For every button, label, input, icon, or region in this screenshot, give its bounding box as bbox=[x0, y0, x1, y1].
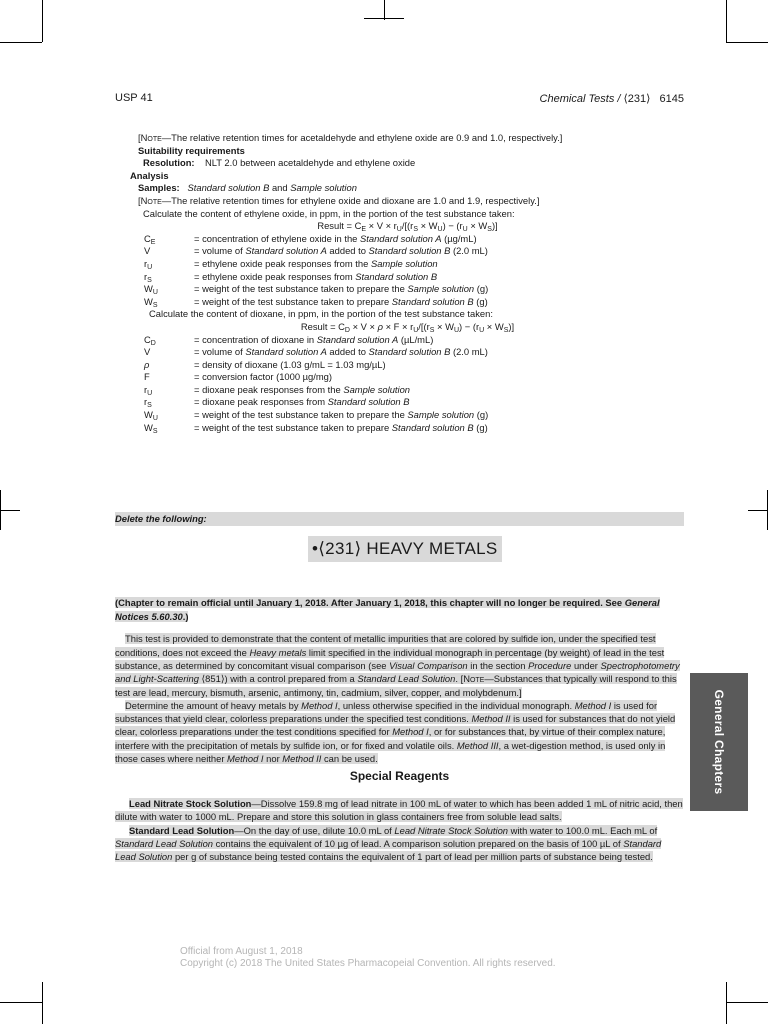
calc-dioxane: Calculate the content of dioxane, in ppm, in the portion of the test substance taken: bbox=[149, 308, 493, 320]
running-header-left: USP 41 bbox=[115, 92, 153, 104]
definition-symbol: $W_S$ bbox=[144, 421, 158, 435]
analysis-heading: Analysis bbox=[130, 169, 169, 181]
samples-line: Samples: Standard solution B and Sample solution bbox=[138, 182, 357, 194]
crop-mark bbox=[726, 42, 768, 43]
crop-mark bbox=[726, 1002, 768, 1003]
definition-row bbox=[144, 422, 488, 435]
paragraph-lead-nitrate: Lead Nitrate Stock Solution—Dissolve 159.8 mg of lead nitrate in 100 mL of water to which has been added 1 mL of nitric acid, then dilute with water to 1000 mL. Prepare and store this solution in glass containers free from soluble lead salts. bbox=[115, 798, 683, 823]
paragraph-intro: This test is provided to demonstrate that the content of metallic impurities that are colored by sulfide ion, under the specified test conditions, does not exceed the Heavy metals limit specified in the individual monograph in percentage (by weight) of lead in the test substance, as determined by concomitant visual comparison (see Visual Comparison in the section Procedure under Spectrophotometry and Light-Scattering ⟨851⟩) with a control prepared from a Standard Lead Solution. [Note—Substances that typically will respond to this test are lead, mercury, bismuth, arsenic, antimony, tin, cadmium, silver, copper, and molybdenum.] bbox=[115, 633, 680, 698]
definition-symbol: $r_S$ bbox=[144, 270, 152, 284]
subheading-special-reagents: Special Reagents bbox=[349, 769, 450, 783]
definition-text: = weight of the test substance taken to prepare Standard solution B (g) bbox=[194, 295, 488, 307]
definition-symbol: $C_D$ bbox=[144, 333, 156, 347]
header-section: ⟨231⟩ bbox=[623, 93, 651, 105]
definition-text: = ethylene oxide peak responses from Standard solution B bbox=[194, 270, 438, 282]
definition-symbol: $W_S$ bbox=[144, 295, 158, 309]
chapter-note: (Chapter to remain official until January 1, 2018. After January 1, 2018, this chapter will no longer be required. See General Notices 5.60.30.) bbox=[115, 597, 660, 622]
side-tab-label: General Chapters bbox=[712, 689, 726, 795]
crop-mark bbox=[748, 510, 768, 511]
definition-row bbox=[144, 296, 488, 309]
definition-row bbox=[144, 245, 488, 258]
suitability-heading: Suitability requirements bbox=[138, 144, 245, 156]
crop-mark bbox=[0, 510, 20, 511]
definition-row bbox=[144, 283, 488, 296]
definition-row bbox=[144, 396, 488, 409]
upper-section bbox=[130, 132, 685, 434]
definition-text: = weight of the test substance taken to prepare the Sample solution (g) bbox=[194, 409, 489, 421]
crop-mark bbox=[726, 982, 727, 1024]
definition-row bbox=[144, 384, 488, 397]
crop-mark bbox=[384, 0, 385, 20]
definition-row bbox=[144, 334, 488, 347]
formula-ethylene-oxide: Result = $C_E \times V \times r_U/[(r_S \times W_U) - (r_U \times W_S)]$ bbox=[317, 220, 498, 234]
crop-mark bbox=[0, 1002, 42, 1003]
definition-text: = concentration of ethylene oxide in the Standard solution A (µg/mL) bbox=[194, 232, 477, 244]
definition-row bbox=[144, 271, 488, 284]
definition-row bbox=[144, 371, 488, 384]
definition-text: = dioxane peak responses from Standard solution B bbox=[194, 396, 410, 408]
delete-instruction: Delete the following: bbox=[115, 512, 684, 526]
crop-mark bbox=[0, 490, 1, 530]
definition-text: = volume of Standard solution A added to Standard solution B (2.0 mL) bbox=[194, 346, 488, 358]
running-header-right bbox=[540, 92, 684, 105]
definition-symbol: $r_U$ bbox=[144, 257, 153, 271]
definition-row bbox=[144, 359, 488, 372]
page-number: 6145 bbox=[659, 93, 684, 105]
definition-symbol: ρ bbox=[144, 358, 150, 370]
note-dioxane: [Note—The relative retention times for ethylene oxide and dioxane are 1.0 and 1.9, respectively.] bbox=[138, 194, 540, 206]
definition-symbol: V bbox=[144, 346, 151, 358]
definition-row bbox=[144, 258, 488, 271]
definition-text: = conversion factor (1000 µg/mg) bbox=[194, 371, 333, 383]
definition-symbol: F bbox=[144, 371, 150, 383]
definition-row bbox=[144, 233, 488, 246]
footer-official-date: Official from August 1, 2018 bbox=[180, 946, 303, 957]
definition-text: = volume of Standard solution A added to Standard solution B (2.0 mL) bbox=[194, 245, 488, 257]
calc-ethylene-oxide: Calculate the content of ethylene oxide, in ppm, in the portion of the test substance taken: bbox=[143, 207, 515, 219]
paragraph-methods: Determine the amount of heavy metals by Method I, unless otherwise specified in the individual monograph. Method I is used for substances that yield clear, colorless preparations under the specified test conditions. Method II is used for substances that do not yield clear, colorless preparations under the test conditions specified for Method I, or for substances that, by virtue of their complex nature, interfere with the precipitation of metals by sulfide ion, or for fixed and volatile oils. Method III, a wet-digestion method, is used only in those cases where neither Method I nor Method II can be used. bbox=[115, 699, 676, 765]
footer-watermark bbox=[180, 946, 556, 970]
definition-text: = weight of the test substance taken to prepare the Sample solution (g) bbox=[194, 283, 489, 295]
reagents-body bbox=[115, 797, 684, 863]
definition-text: = ethylene oxide peak responses from the Sample solution bbox=[194, 257, 438, 269]
definition-row bbox=[144, 346, 488, 359]
crop-mark bbox=[42, 0, 43, 42]
footer-copyright: Copyright (c) 2018 The United States Pharmacopeial Convention. All rights reserved. bbox=[180, 958, 556, 969]
definition-symbol: $C_E$ bbox=[144, 232, 156, 246]
formula-dioxane: Result = $C_D \times V \times \rho \times F \times r_U/[(r_S \times W_U) - (r_U \times W_S)]$ bbox=[300, 320, 515, 334]
note-acetaldehyde: [Note—The relative retention times for acetaldehyde and ethylene oxide are 0.9 and 1.0, respectively.] bbox=[138, 132, 563, 143]
definition-row bbox=[144, 409, 488, 422]
definitions-dioxane bbox=[144, 334, 488, 435]
definition-text: = weight of the test substance taken to prepare Standard solution B (g) bbox=[194, 421, 488, 433]
definition-symbol: V bbox=[144, 245, 151, 257]
definition-symbol: $r_S$ bbox=[144, 396, 152, 410]
definition-text: = concentration of dioxane in Standard solution A (µL/mL) bbox=[194, 333, 434, 345]
side-tab-general-chapters[interactable] bbox=[690, 673, 748, 811]
chapter-body bbox=[115, 587, 684, 765]
paragraph-standard-lead: Standard Lead Solution—On the day of use, dilute 10.0 mL of Lead Nitrate Stock Solution with water to 100.0 mL. Each mL of Standard Lead Solution contains the equivalent of 10 µg of lead. A comparison solution prepared on the basis of 100 µL of Standard Lead Solution per g of substance being tested contains the equivalent of 1 part of lead per million parts of substance being tested. bbox=[115, 824, 662, 863]
definition-symbol: $W_U$ bbox=[144, 409, 158, 423]
chapter-title: •⟨231⟩ HEAVY METALS bbox=[308, 536, 502, 562]
definition-text: = density of dioxane (1.03 g/mL = 1.03 mg/µL) bbox=[194, 358, 386, 370]
resolution-line: Resolution: NLT 2.0 between acetaldehyde and ethylene oxide bbox=[143, 157, 416, 169]
crop-mark bbox=[726, 0, 727, 42]
definition-symbol: $W_U$ bbox=[144, 283, 158, 297]
crop-mark bbox=[0, 42, 42, 43]
definitions-ethylene-oxide bbox=[144, 233, 488, 309]
crop-mark bbox=[42, 982, 43, 1024]
definition-symbol: $r_U$ bbox=[144, 383, 153, 397]
header-chapter-title: Chemical Tests / bbox=[539, 93, 621, 105]
definition-text: = dioxane peak responses from the Sample solution bbox=[194, 383, 411, 395]
